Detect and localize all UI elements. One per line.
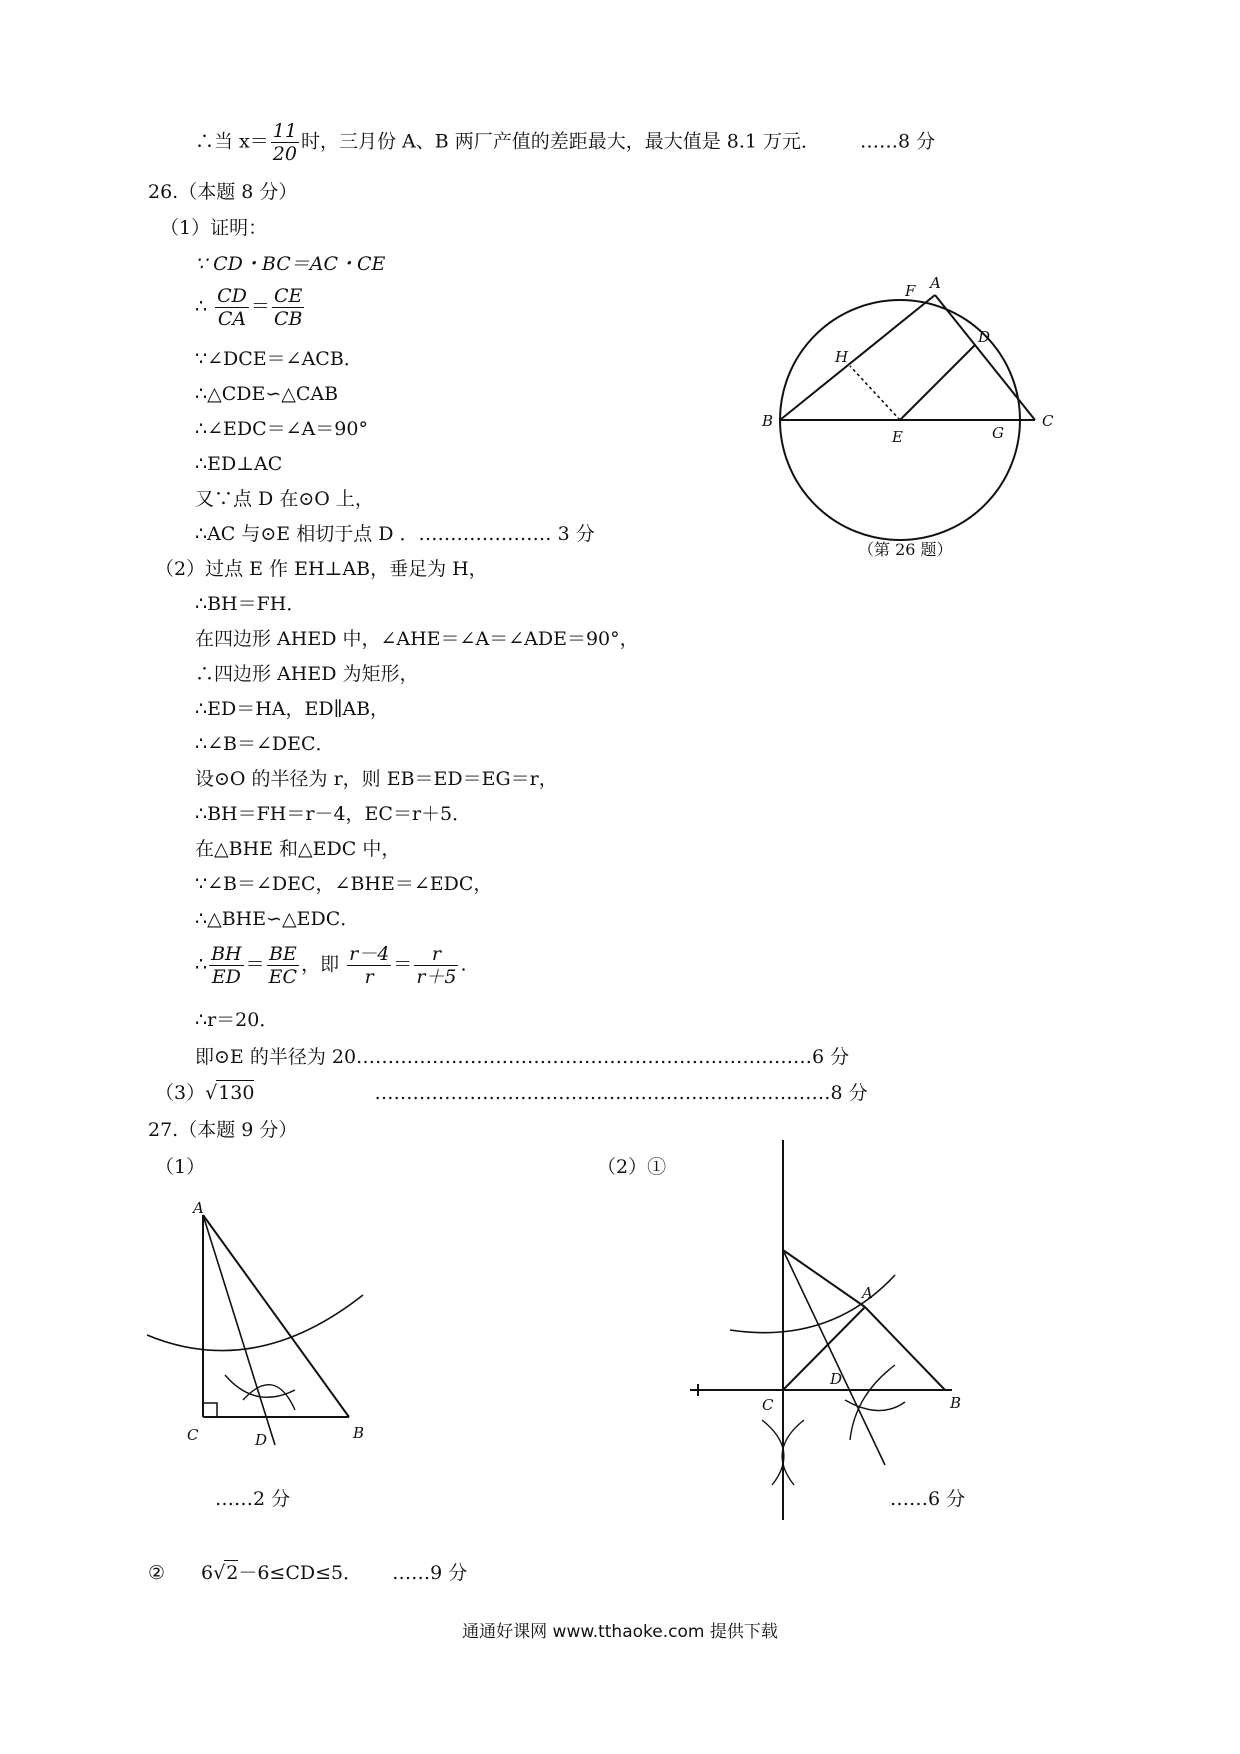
label-c: C — [187, 1426, 199, 1444]
label-b: B — [353, 1424, 365, 1442]
q26-l6: ∴ED⊥AC — [195, 453, 283, 475]
q26-l8: ∴AC 与⊙E 相切于点 D ．………………… 3 分 — [195, 523, 595, 545]
segment-ab — [865, 1307, 945, 1390]
q26-m2: 在四边形 AHED 中，∠AHE＝∠A＝∠ADE＝90°， — [195, 628, 639, 650]
q27-part1-label: （1） — [155, 1156, 206, 1178]
segment-ed — [900, 345, 975, 420]
label-d: D — [978, 328, 991, 346]
construction-arc-4 — [762, 1420, 784, 1485]
segment-ba — [780, 295, 935, 420]
bisector-line — [783, 1250, 885, 1465]
sqrt-value: 130 — [218, 1082, 255, 1104]
q26-l1: ∵ CD・BC＝AC・CE — [195, 253, 386, 275]
q27-score1: ……2 分 — [215, 1488, 291, 1510]
label-g: G — [992, 424, 1004, 442]
sqrt-sign: √ — [205, 1082, 218, 1104]
label-c: C — [762, 1396, 774, 1414]
q26-m8: 在△BHE 和△EDC 中， — [195, 838, 401, 860]
figure-26-svg — [762, 274, 1060, 530]
figure-27-2-svg — [690, 1140, 960, 1520]
sqrt-sign: √ — [213, 1562, 226, 1584]
segment-eh — [850, 366, 900, 420]
label-b: B — [950, 1394, 962, 1412]
q26-header: 26.（本题 8 分） — [148, 181, 298, 203]
label-d: D — [830, 1370, 843, 1388]
figure-26-caption: （第 26 题） — [858, 540, 953, 559]
right-angle-mark — [203, 1403, 217, 1417]
label-a: A — [862, 1284, 873, 1302]
label-e: E — [892, 428, 903, 446]
construction-arc-5 — [782, 1420, 804, 1485]
q26-l2: ∴ $\frac{CD}{CA}$ ＝ $\frac{CE}{CB}$ — [195, 285, 303, 330]
figure-27-2 — [690, 1140, 960, 1524]
q27-header: 27.（本题 9 分） — [148, 1119, 298, 1141]
segment-pa — [783, 1250, 865, 1307]
bisector-line — [203, 1215, 275, 1445]
top-text: 时，三月份 A、B 两厂产值的差距最大，最大值是 8.1 万元． — [300, 130, 821, 153]
q26-m6: 设⊙O 的半径为 r，则 EB＝ED＝EG＝r， — [195, 768, 558, 790]
figure-27-1 — [145, 1199, 375, 1454]
figure-27-1-svg — [145, 1199, 375, 1450]
figure-26 — [762, 274, 1060, 534]
top-score: ……8 分 — [860, 130, 936, 153]
label-f: F — [905, 282, 916, 300]
footer: 通通好课网 www.tthaoke.com 提供下载 — [462, 1622, 778, 1642]
q27-part2-label: （2）① — [597, 1156, 667, 1178]
top-fraction: $\frac{11}{20}$ — [272, 120, 297, 165]
q26-m10: ∴△BHE∽△EDC． — [195, 908, 360, 930]
q26-m5: ∴∠B＝∠DEC． — [195, 733, 335, 755]
q26-m3: ∴四边形 AHED 为矩形， — [195, 663, 419, 685]
q26-l4: ∴△CDE∽△CAB — [195, 383, 339, 405]
q26-part1-label: （1）证明： — [160, 217, 268, 239]
q26-part2-label: （2）过点 E 作 EH⊥AB，垂足为 H， — [155, 558, 488, 580]
q26-m13: 即⊙E 的半径为 20………………………………………………………………6 分 — [195, 1046, 850, 1068]
segment-ca — [783, 1307, 865, 1390]
label-c: C — [1042, 412, 1054, 430]
q26-l5: ∴∠EDC＝∠A＝90° — [195, 418, 368, 440]
q26-l3: ∵∠DCE＝∠ACB． — [195, 348, 363, 370]
construction-arc-3 — [850, 1365, 895, 1440]
q26-m11: ∴ $\frac{BH}{ED}$ ＝ $\frac{BE}{EC}$ ，即 $\frac{r-4}{r}$ ＝ $\frac{r}{r+5}$ . — [195, 943, 467, 988]
label-b: B — [762, 412, 774, 430]
construction-arc-2 — [845, 1400, 905, 1411]
label-d: D — [255, 1431, 268, 1449]
label-a: A — [193, 1199, 204, 1217]
q26-part3: （3）√130 ………………………………………………………………8 分 — [155, 1082, 868, 1104]
label-h: H — [835, 348, 849, 366]
q26-m12: ∴r＝20． — [195, 1009, 279, 1031]
q26-m9: ∵∠B＝∠DEC，∠BHE＝∠EDC， — [195, 873, 493, 895]
q26-m4: ∴ED＝HA，ED∥AB， — [195, 698, 390, 720]
q26-m1: ∴BH＝FH． — [195, 593, 306, 615]
q27-score2: ……6 分 — [890, 1488, 966, 1510]
q26-m7: ∴BH＝FH＝r－4，EC＝r＋5． — [195, 803, 472, 825]
top-line — [195, 120, 935, 165]
construction-arc-1 — [147, 1295, 363, 1351]
top-prefix: ∴当 x＝ — [195, 130, 269, 153]
label-a: A — [930, 274, 941, 292]
q27-answer: ② 6√2－6≤CD≤5． ……9 分 — [148, 1562, 468, 1584]
segment-ac — [935, 295, 1035, 420]
q26-l7: 又∵点 D 在⊙O 上， — [195, 488, 374, 510]
